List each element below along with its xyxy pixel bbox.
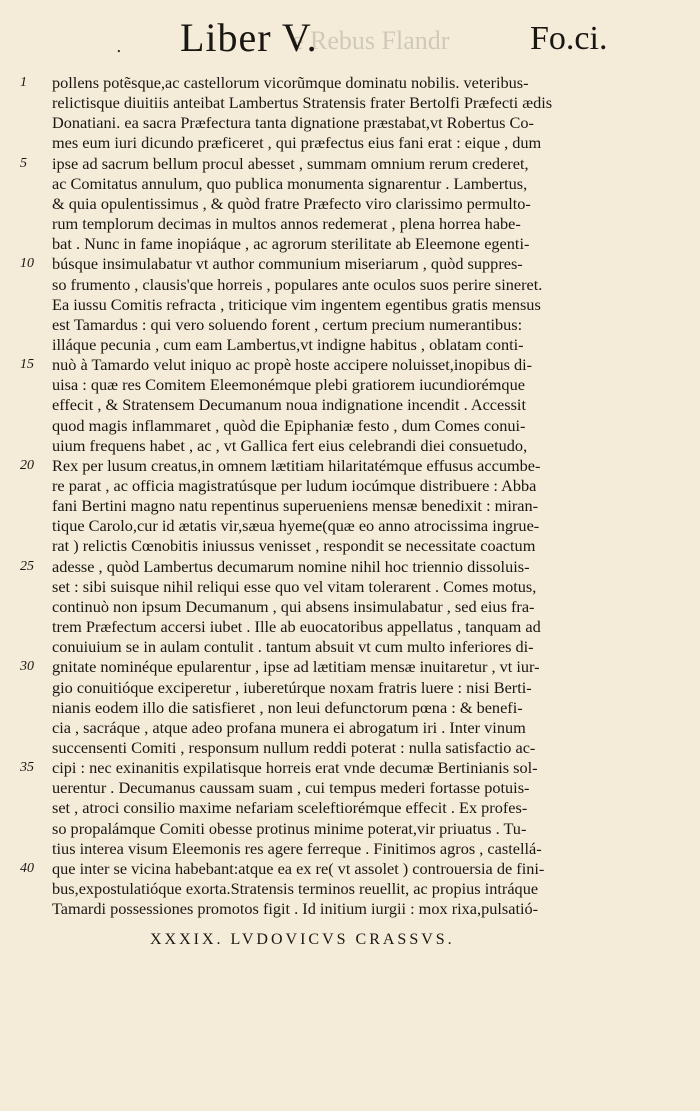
line-number — [20, 374, 48, 396]
text-line: gnitate nominéque epularentur , ipse ad lætitiam mensæ inuitaretur , vt iur- — [52, 657, 540, 677]
line-number — [20, 898, 48, 920]
line-number — [20, 475, 48, 497]
line-number — [20, 818, 48, 840]
line-number — [20, 777, 48, 799]
text-line: Donatiani. ea sacra Præfectura tanta dignatione præstabat,vt Robertus Co- — [52, 113, 534, 133]
text-line: ipse ad sacrum bellum procul abesset , summam omnium rerum crederet, — [52, 153, 529, 173]
text-line: nianis eodem illo die satisfieret , non leui defunctorum pœna : & benefi- — [52, 697, 523, 717]
line-number — [20, 314, 48, 336]
line-number — [20, 112, 48, 134]
line-number — [20, 677, 48, 699]
text-line: est Tamardus : qui vero soluendo forent , certum precium numerantibus: — [52, 314, 523, 334]
line-number — [20, 535, 48, 557]
text-line: nuò à Tamardo velut iniquo ac propè hoste accipere noluisset,inopibus di- — [52, 355, 533, 375]
catchline: XXXIX. LVDOVICVS CRASSVS. — [150, 931, 455, 948]
text-line: Rex per lusum creatus,in omnem lætitiam hilaritatémque effusus accumbe- — [52, 455, 541, 475]
text-line: cia , sacráque , atque adeo profana munera ei abrogatum iri . Inter vinum — [52, 717, 526, 737]
text-line: so propalámque Comiti obesse protinus minime poterat,vir priuatus . Tu- — [52, 818, 527, 838]
text-line: adesse , quòd Lambertus decumarum nomine nihil hoc triennio dissoluis- — [52, 556, 530, 576]
line-number — [20, 697, 48, 719]
text-line: que inter se vicina habebant:atque ea ex re( vt assolet ) controuersia de fini- — [52, 858, 545, 878]
line-number — [20, 92, 48, 114]
line-number: 35 — [20, 760, 34, 776]
line-number — [20, 415, 48, 437]
line-number — [20, 193, 48, 215]
text-line: bus,expostulatióque exorta.Stratensis terminos reuellit, ac propius intráque — [52, 879, 539, 898]
text-line: tique Carolo,cur id ætatis vir,sæua hyeme(quæ eo anno atrocissima ingrue- — [52, 516, 540, 536]
line-number — [20, 233, 48, 255]
text-line: continuò non ipsum Decumanum , qui absens insimulabatur , sed eius fra- — [52, 596, 535, 616]
text-line: ac Comitatus annulum, quo publica monumenta signarentur . Lambertus, — [52, 173, 528, 193]
text-line: tius interea visum Eleemonis res agere ferreque . Finitimos agros , castellá- — [52, 838, 542, 858]
text-line: uium frequens habet , ac , vt Gallica fert eius celebrandi diei consuetudo, — [52, 435, 528, 455]
text-line: succensenti Comiti , responsum nullum reddi poterat : nulla satisfactio ac- — [52, 737, 536, 757]
text-line: rum templorum decimas in multos annos redemerat , plena horrea habe- — [52, 214, 521, 233]
line-number — [20, 213, 48, 235]
line-number — [20, 515, 48, 537]
line-number — [20, 737, 48, 759]
line-number: 20 — [20, 457, 34, 473]
text-line: so frumento , clausis'que horreis , populares ante oculos suos perire sineret. — [52, 274, 543, 294]
line-number — [20, 616, 48, 638]
line-number: 15 — [20, 357, 34, 373]
line-number: 1 — [20, 75, 27, 90]
text-line: uisa : quæ res Comitem Eleemonémque plebi gratiorem iucundiorémque — [52, 375, 525, 395]
book-title: Liber V. — [180, 15, 318, 60]
text-line: gio conuitióque exciperetur , iuberetúrque noxam fratris luere : nisi Berti- — [52, 677, 532, 697]
text-line: pollens potẽsque,ac castellorum vicorũmque dominatu nobilis. veteribus- — [52, 73, 529, 92]
text-line: & quia opulentissimus , & quòd fratre Præfecto viro clarissimo permulto- — [52, 193, 531, 213]
line-number: 25 — [20, 558, 34, 574]
text-line: Ea iussu Comitis refracta , triticique vim ingentem egentibus gratis mensus — [52, 294, 541, 314]
text-line: set , atroci consilio maxime nefariam sceleftiorémque effecit . Ex profes- — [52, 798, 528, 818]
line-number — [20, 132, 48, 154]
text-line: set : sibi suisque nihil reliqui esse quo vel vitam tolerarent . Comes motus, — [52, 576, 537, 596]
text-line: cipi : nec exinanitis expilatisque horreis erat vnde decumæ Bertinianis sol- — [52, 758, 538, 778]
text-line: rat ) relictis Cœnobitis iniussus venisset , respondit se necessitate coactum — [52, 536, 536, 556]
text-line: quod magis inflammaret , quòd die Epiphaniæ festo , dum Comes conui- — [52, 415, 526, 435]
line-number — [20, 435, 48, 457]
text-line: uerentur . Decumanus caussam suam , cui tempus mederi fortasse potuis- — [52, 778, 530, 798]
line-number: 40 — [20, 860, 34, 876]
folio-number: Fo.ci. — [530, 20, 608, 57]
line-number — [20, 717, 48, 739]
line-number: 5 — [20, 155, 27, 171]
line-number — [20, 495, 48, 517]
text-line: búsque insimulabatur vt author communium miseriarum , quòd suppres- — [52, 254, 523, 274]
line-number — [20, 294, 48, 316]
text-line: illáque pecunia , cum eam Lambertus,vt indigne habitus , oblatam conti- — [52, 334, 524, 354]
line-number — [20, 797, 48, 819]
line-number — [20, 636, 48, 658]
line-number — [20, 173, 48, 195]
text-line: effecit , & Stratensem Decumanum noua indignatione incendit . Accessit — [52, 395, 526, 415]
line-number — [20, 334, 48, 356]
text-line: bat . Nunc in fame inopiáque , ac agrorum sterilitate ab Eleemone egenti- — [52, 234, 530, 254]
text-line: fani Bertini magno natu repentinus superueniens mensæ benedixit : miran- — [52, 496, 539, 516]
text-line: re parat , ac officia magistratúsque per ludum iocúmque distribuere : Abba — [52, 476, 537, 495]
line-number — [20, 596, 48, 618]
line-number — [20, 576, 48, 598]
header-dot: . — [116, 36, 122, 57]
running-header — [0, 6, 700, 66]
line-number — [20, 394, 48, 416]
line-number — [20, 878, 48, 900]
text-line: mes eum iuri dicundo præficeret , qui præfectus eius fani erat : eique , dum — [52, 133, 542, 153]
text-line: Tamardi possessiones promotos figit . Id initium iurgii : mox rixa,pulsatió- — [52, 899, 539, 919]
text-line: trem Præfectum accersi iubet . Ille ab euocatoribus appellatus , tanquam ad — [52, 617, 541, 636]
line-number — [20, 838, 48, 860]
line-number: 30 — [20, 659, 34, 675]
line-number: 10 — [20, 256, 34, 272]
text-line: conuiuium se in aulam contulit . tantum absuit vt cum multo inferiores di- — [52, 637, 534, 657]
text-line: relictisque diuitiis anteibat Lambertus Stratensis frater Bertolfi Præfecti ædis — [52, 93, 553, 113]
line-number — [20, 274, 48, 296]
bleed-through-text: e Rebus Flandr — [292, 26, 450, 55]
